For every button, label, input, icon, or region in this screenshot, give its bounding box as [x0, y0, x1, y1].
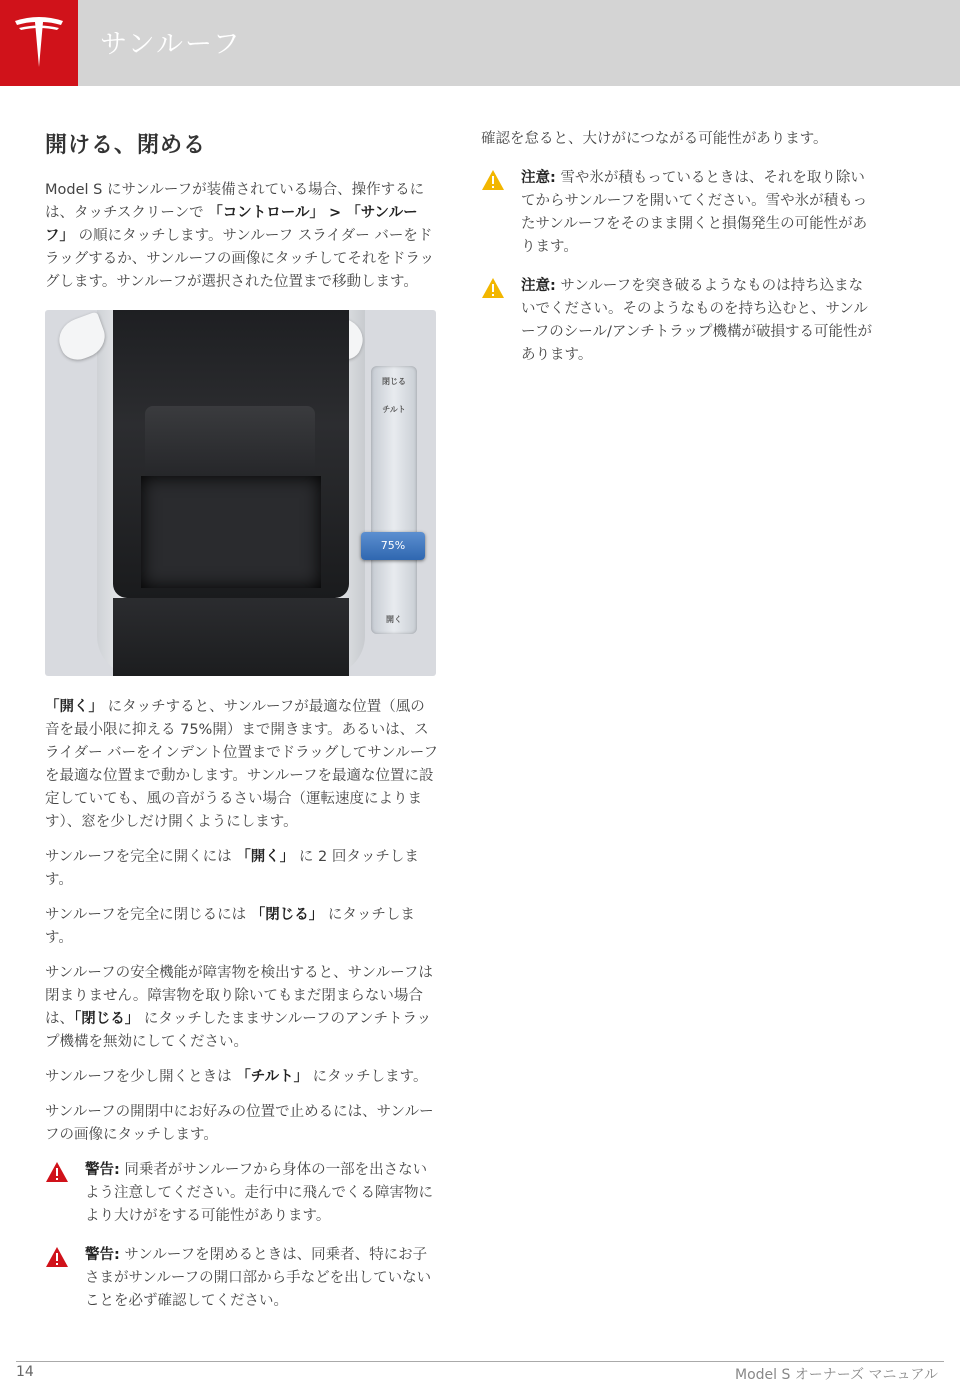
- warning-triangle-icon: [45, 1246, 69, 1268]
- left-column: [45, 128, 438, 1329]
- note-text: 同乗者がサンルーフから身体の一部を出さないよう注意してください。走行中に飛んでくる障害物により大けがをする可能性があります。: [85, 1162, 433, 1224]
- warning-note: [45, 1244, 438, 1313]
- body-paragraph: [45, 696, 438, 834]
- text-run: にタッチしたままサンルーフのアンチトラップ機構を無効にしてください。: [45, 1011, 432, 1050]
- sunroof-slider-handle[interactable]: 75%: [361, 532, 425, 560]
- text-run: に 2 回タッチします。: [45, 849, 419, 888]
- note-text: サンルーフを閉めるときは、同乗者、特にお子さまがサンルーフの開口部から手などを出していないことを必ず確認してください。: [85, 1247, 432, 1309]
- caution-note: [481, 275, 873, 367]
- warning-triangle-icon: [481, 277, 505, 299]
- note-text: サンルーフを突き破るようなものは持ち込まないでください。そのようなものを持ち込むと、サンルーフのシール/アンチトラップ機構が破損する可能性があります。: [521, 278, 872, 363]
- text-run: サンルーフの安全機能が障害物を検出すると、サンルーフは閉まりません。障害物を取り除いてもまだ閉まらない場合は、: [45, 965, 433, 1027]
- brand-logo: [0, 0, 78, 86]
- caution-notes: [481, 128, 873, 367]
- slider-label-close[interactable]: 閉じる: [382, 377, 406, 386]
- text-run: サンルーフを少し開くときは: [45, 1069, 237, 1085]
- text-run: の順にタッチします。サンルーフ スライダー バーをドラッグするか、サンルーフの画像にタッチしてそれをドラッグします。サンルーフが選択された位置まで移動します。: [45, 228, 435, 290]
- note-label: 警告:: [85, 1162, 120, 1178]
- text-run: にタッチすると、サンルーフが最適な位置（風の音を最小限に抑える 75%開）まで開きます。あるいは、スライダー バーをインデント位置までドラッグしてサンルーフを最適な位置まで動かします。サンルーフを最適な位置に設定していても、風の音がうるさい場合（運転速度によります）、窓を少しだけ開くようにします。: [45, 699, 438, 830]
- car-rear-glass: [113, 598, 349, 676]
- body-paragraphs: [45, 696, 438, 1147]
- body-paragraph: [45, 1101, 438, 1147]
- sunroof-slider-track[interactable]: [371, 366, 417, 634]
- manual-title: Model S オーナーズ マニュアル: [734, 1367, 938, 1383]
- ui-term: 「コントロール」 > 「サンルーフ」: [45, 205, 418, 244]
- warning-triangle-icon: [481, 169, 505, 191]
- warning-note: [45, 1159, 438, 1228]
- body-paragraph: [45, 1066, 438, 1089]
- note-text: 雪や氷が積もっているときは、それを取り除いてからサンルーフを開いてください。雪や氷が積もったサンルーフをそのまま開くと損傷発生の可能性があります。: [521, 170, 868, 255]
- right-column: [481, 128, 873, 383]
- text-run: サンルーフの開閉中にお好みの位置で止めるには、サンルーフの画像にタッチします。: [45, 1104, 434, 1143]
- slider-label-tilt[interactable]: チルト: [382, 405, 406, 414]
- text-run: サンルーフを完全に開くには: [45, 849, 237, 865]
- caution-note: [481, 167, 873, 259]
- intro-paragraph: [45, 179, 438, 294]
- footer-divider: [16, 1361, 944, 1362]
- sunroof-control-image[interactable]: [45, 310, 436, 676]
- page-title: サンルーフ: [100, 29, 242, 60]
- slider-label-open[interactable]: 開く: [386, 615, 402, 624]
- text-run: サンルーフを完全に閉じるには: [45, 907, 251, 923]
- body-paragraph: [45, 846, 438, 892]
- warning-notes: [45, 1159, 438, 1313]
- ui-term: 「閉じる」: [74, 1011, 140, 1027]
- ui-term: 「チルト」: [236, 1069, 309, 1085]
- body-paragraph: [45, 962, 438, 1054]
- tesla-logo-icon: [13, 15, 65, 71]
- car-sunroof-panel[interactable]: [141, 476, 321, 588]
- section-title: 開ける、閉める: [45, 133, 207, 158]
- warning-note-continued: 確認を怠ると、大けがにつながる可能性があります。: [481, 131, 828, 147]
- car-seats: [145, 406, 315, 486]
- text-run: にタッチします。: [308, 1069, 428, 1085]
- note-label: 注意:: [521, 170, 556, 186]
- note-label: 警告:: [85, 1247, 120, 1263]
- note-label: 注意:: [521, 278, 556, 294]
- warning-triangle-icon: [45, 1161, 69, 1183]
- page-number: 14: [16, 1364, 34, 1380]
- page-header: [0, 0, 960, 86]
- ui-term: 「開く」: [45, 699, 103, 715]
- text-run: Model S にサンルーフが装備されている場合、操作するには、タッチスクリーンで: [45, 182, 425, 221]
- text-run: にタッチします。: [45, 907, 415, 946]
- ui-term: 「閉じる」: [250, 907, 324, 923]
- ui-term: 「開く」: [236, 849, 295, 865]
- body-paragraph: [45, 904, 438, 950]
